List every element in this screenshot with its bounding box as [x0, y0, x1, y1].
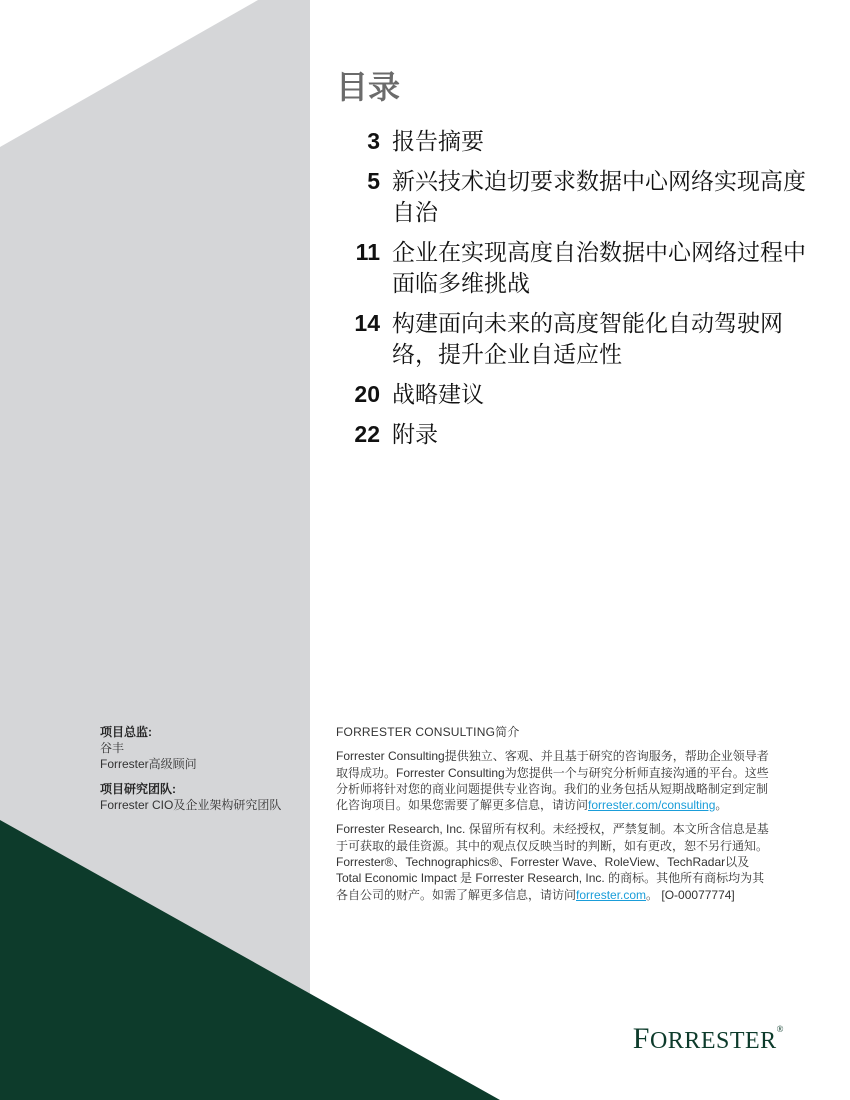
- toc-item[interactable]: [336, 166, 806, 228]
- project-team: [100, 724, 310, 813]
- toc-item[interactable]: [336, 419, 806, 450]
- about-forrester-consulting: [336, 724, 776, 911]
- spacer: [100, 772, 310, 781]
- toc-item-title: 附录: [392, 421, 438, 447]
- toc-title: 目录: [336, 69, 401, 105]
- toc-page-number: 14: [354, 310, 380, 336]
- about-text-end: 。: [715, 798, 728, 813]
- research-team-label: 项目研究团队:: [100, 782, 176, 796]
- about-paragraph: [336, 748, 776, 813]
- about-heading: FORRESTER CONSULTING简介: [336, 725, 520, 739]
- toc-item[interactable]: [336, 308, 806, 370]
- research-team-name: Forrester CIO及企业架构研究团队: [100, 798, 282, 812]
- toc-item[interactable]: [336, 237, 806, 299]
- toc-item-title: 新兴技术迫切要求数据中心网络实现高度自治: [392, 168, 806, 225]
- toc-item[interactable]: [336, 379, 806, 410]
- toc-item-title: 战略建议: [392, 381, 484, 407]
- toc-page-number: 11: [355, 239, 380, 265]
- copyright-text-end: 。 [O-00077774]: [646, 887, 735, 902]
- about-text: Forrester Consulting提供独立、客观、并且基于研究的咨询服务，帮助企业领导者取得成功。Forrester Consulting为您提供一个与研究分析师直接沟通的平台。这些分析师将针对您的商业问题提供专业咨询。我们的业务包括从短期战略制定到定制化咨询项目。如果您需要了解更多信息，请访问: [336, 749, 769, 813]
- toc-page-number: 3: [367, 128, 380, 154]
- toc-item-title: 报告摘要: [392, 128, 484, 154]
- toc-list: [336, 126, 806, 459]
- copyright-text: Forrester Research, Inc. 保留所有权利。未经授权，严禁复制。本文所含信息是基于可获取的最佳资源。其中的观点仅反映当时的判断，如有更改，恕不另行通知。Forrester®、Technographics®、Forrester Wave、RoleView、TechRadar以及 Total Economic Impact 是 Forrester Research, Inc. 的商标。其他所有商标均为其各自公司的财产。如需了解更多信息，请访问: [336, 822, 769, 902]
- director-label: 项目总监:: [100, 725, 152, 739]
- forrester-logo: [633, 1022, 784, 1056]
- consulting-link[interactable]: forrester.com/consulting: [588, 798, 716, 813]
- toc-item[interactable]: [336, 126, 806, 157]
- logo-initial: F: [632, 1022, 650, 1055]
- director-name: 谷丰: [100, 741, 125, 755]
- registered-mark: ®: [776, 1024, 784, 1034]
- toc-page-number: 5: [367, 168, 380, 194]
- copyright-paragraph: [336, 821, 776, 902]
- toc-item-title: 构建面向未来的高度智能化自动驾驶网络，提升企业自适应性: [392, 310, 783, 367]
- director-role: Forrester高级顾问: [100, 757, 197, 771]
- toc-page-number: 20: [354, 381, 380, 407]
- logo-rest: ORRESTER: [649, 1028, 777, 1054]
- forrester-link[interactable]: forrester.com: [576, 887, 647, 902]
- toc-page-number: 22: [354, 421, 380, 447]
- toc-item-title: 企业在实现高度自治数据中心网络过程中面临多维挑战: [392, 239, 806, 296]
